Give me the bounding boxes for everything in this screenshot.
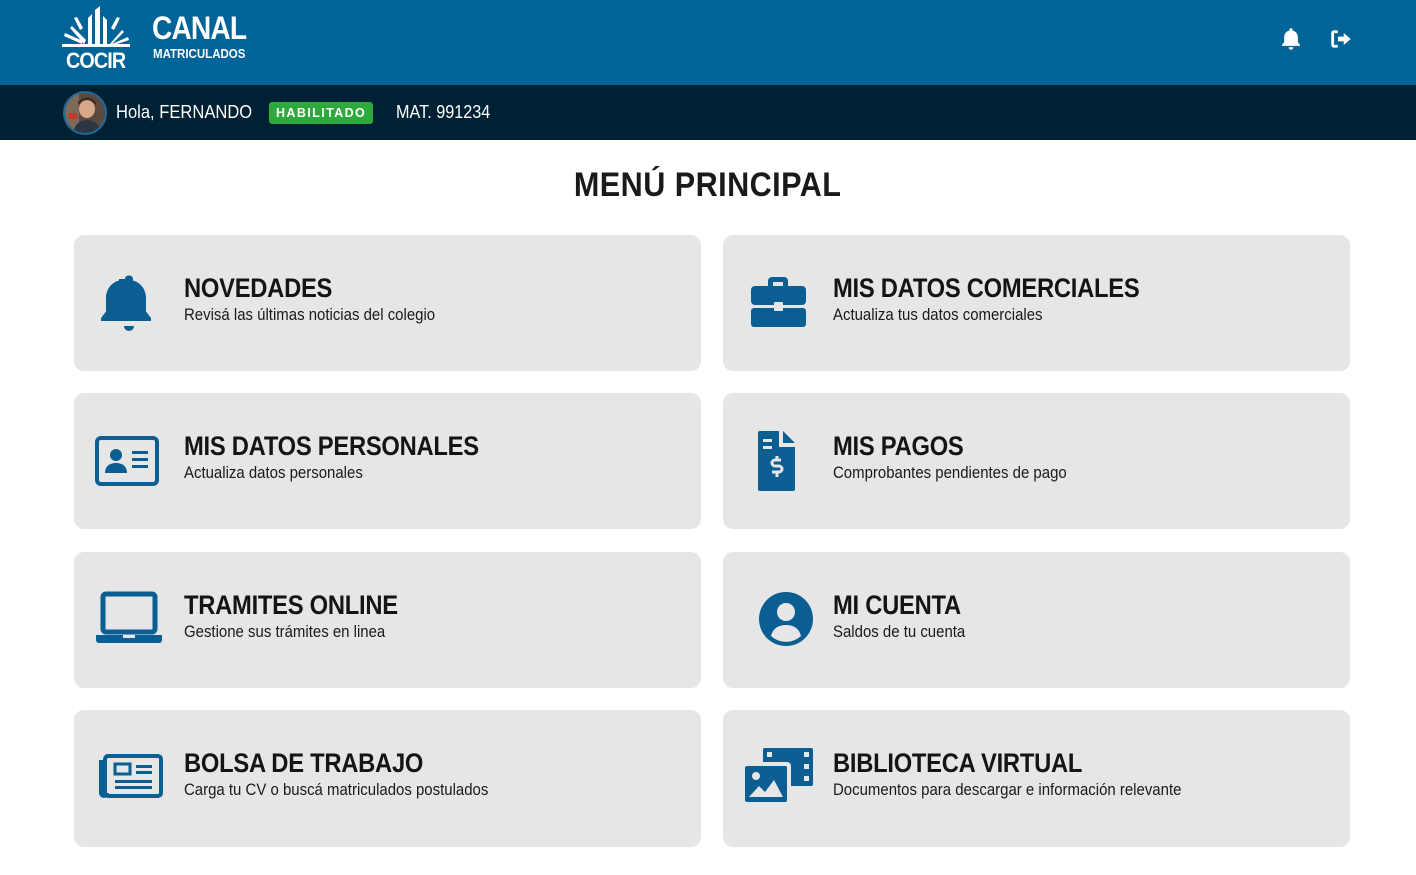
card-bolsa-de-trabajo[interactable] (74, 710, 701, 847)
card-title: TRAMITES ONLINE (184, 590, 398, 620)
card-title: MI CUENTA (833, 590, 961, 620)
user-circle-icon (743, 586, 813, 656)
card-description: Comprobantes pendientes de pago (833, 463, 1067, 482)
sign-out-icon[interactable] (1328, 26, 1354, 52)
card-biblioteca-virtual[interactable] (723, 710, 1350, 847)
card-description: Saldos de tu cuenta (833, 622, 966, 641)
id-card-icon (94, 427, 164, 497)
card-description: Carga tu CV o buscá matriculados postulados (184, 780, 489, 799)
status-badge: HABILITADO (269, 102, 373, 124)
user-greeting: Hola, FERNANDO (116, 102, 253, 122)
card-title: MIS DATOS COMERCIALES (833, 273, 1140, 303)
card-mis-datos-comerciales[interactable] (723, 235, 1350, 371)
card-novedades[interactable] (74, 235, 701, 371)
newspaper-icon (94, 744, 164, 814)
laptop-icon (94, 586, 164, 656)
matricula-number: MAT. 991234 (396, 102, 491, 122)
brand-name: CANAL (152, 10, 247, 46)
photo-video-icon (743, 744, 813, 814)
card-description: Documentos para descargar e información relevante (833, 780, 1182, 799)
brand-subtitle: MATRICULADOS (153, 47, 246, 61)
user-info-bar (0, 85, 1416, 140)
card-title: BOLSA DE TRABAJO (184, 748, 424, 778)
user-photo-icon (65, 93, 105, 133)
card-description: Actualiza datos personales (184, 463, 363, 482)
briefcase-icon (743, 269, 813, 339)
page-title: MENÚ PRINCIPAL (574, 166, 842, 204)
card-mis-datos-personales[interactable] (74, 393, 701, 529)
card-title: BIBLIOTECA VIRTUAL (833, 748, 1083, 778)
card-title: MIS PAGOS (833, 431, 964, 461)
avatar[interactable] (63, 91, 107, 135)
card-mi-cuenta[interactable] (723, 552, 1350, 688)
card-description: Revisá las últimas noticias del colegio (184, 305, 436, 324)
card-description: Gestione sus trámites en linea (184, 622, 386, 641)
brand-logo[interactable] (62, 6, 262, 72)
card-description: Actualiza tus datos comerciales (833, 305, 1043, 324)
invoice-dollar-icon (743, 427, 813, 497)
bell-icon (94, 269, 164, 339)
card-title: MIS DATOS PERSONALES (184, 431, 479, 461)
card-tramites-online[interactable] (74, 552, 701, 688)
card-mis-pagos[interactable] (723, 393, 1350, 529)
card-title: NOVEDADES (184, 273, 333, 303)
top-navbar (0, 0, 1416, 85)
logo-cocir-text: COCIR (66, 48, 126, 73)
bell-icon[interactable] (1278, 26, 1304, 52)
